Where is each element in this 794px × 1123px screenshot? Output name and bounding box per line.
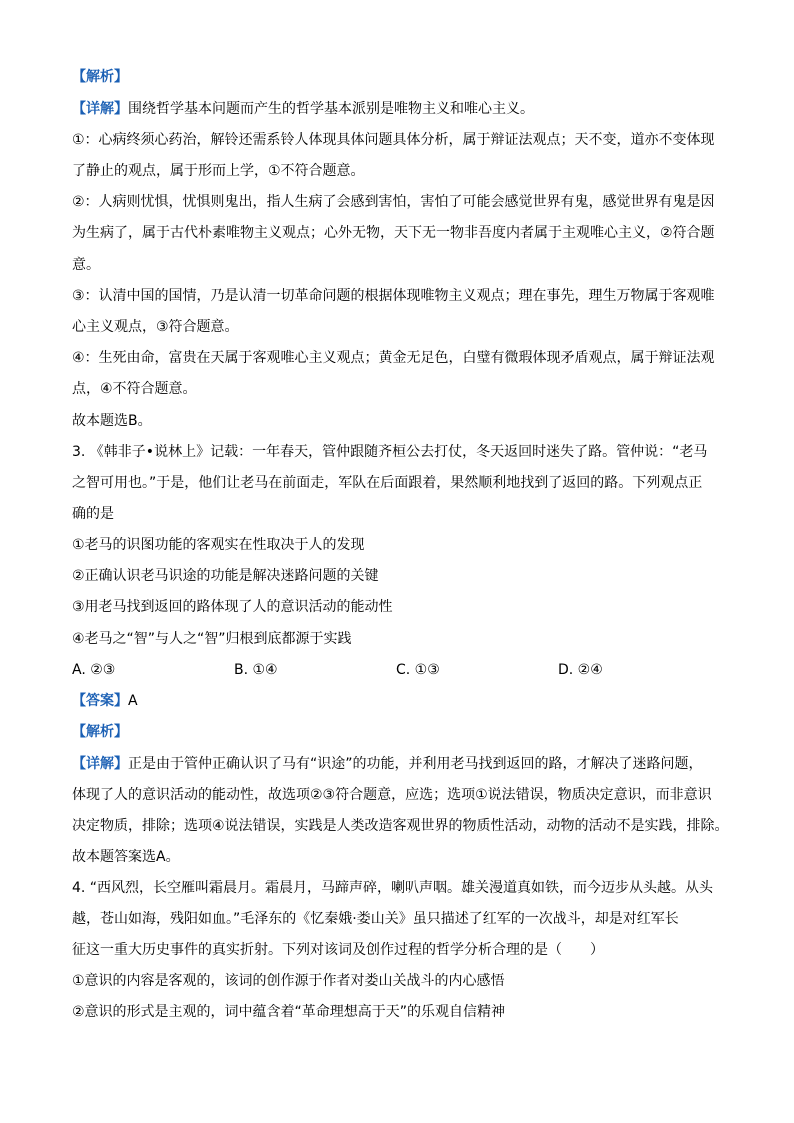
option-a: A. ②③ xyxy=(72,662,116,678)
answer-line: 【答案】A xyxy=(72,693,138,709)
analysis-line: ④：生死由命，富贵在天属于客观唯心主义观点；黄金无足色，白璧有微瑕体现矛盾观点，属于辩证法观 xyxy=(72,350,715,366)
statement-item: ②意识的形式是主观的，词中蕴含着“革命理想高于天”的乐观自信精神 xyxy=(72,1004,506,1020)
option-b: B. ①④ xyxy=(234,662,278,678)
conclusion-line: 故本题选B。 xyxy=(72,413,152,429)
detail-paragraph: 【详解】围绕哲学基本问题而产生的哲学基本派别是唯物主义和唯心主义。 xyxy=(72,101,534,117)
question-4-stem: 征这一重大历史事件的真实折射。下列对该词及创作过程的哲学分析合理的是（ ） xyxy=(72,942,604,958)
statement-item: ②正确认识老马识途的功能是解决迷路问题的关键 xyxy=(72,568,379,584)
question-3-stem: 确的是 xyxy=(72,506,114,522)
question-3-stem: 之智可用也。”于是，他们让老马在前面走，军队在后面跟着，果然顺利地找到了返回的路。下列观点正 xyxy=(72,475,703,491)
detail-line: 决定物质，排除；选项④说法错误，实践是人类改造客观世界的物质性活动，动物的活动不是实践，排除。 xyxy=(72,818,729,834)
detail-paragraph: 【详解】正是由于管仲正确认识了马有“识途”的功能，并利用老马找到返回的路，才解决了迷路问题， xyxy=(72,756,703,772)
analysis-line: 为生病了，属于古代朴素唯物主义观点；心外无物，天下无一物非吾度内者属于主观唯心主义，②符合题 xyxy=(72,225,715,241)
analysis-heading: 【解析】 xyxy=(72,724,128,740)
analysis-line: 了静止的观点，属于形而上学，①不符合题意。 xyxy=(72,163,365,179)
option-c: C. ①③ xyxy=(396,662,440,678)
statement-item: ①老马的识图功能的客观实在性取决于人的发现 xyxy=(72,537,365,553)
statement-item: ③用老马找到返回的路体现了人的意识活动的能动性 xyxy=(72,599,393,615)
analysis-line: 点，④不符合题意。 xyxy=(72,381,197,397)
question-4-stem: 越，苍山如海，残阳如血。”毛泽东的《忆秦娥·娄山关》虽只描述了红军的一次战斗，却是对红军长 xyxy=(72,911,679,927)
question-4-stem: 4. “西风烈，长空雁叫霜晨月。霜晨月，马蹄声碎，喇叭声咽。雄关漫道真如铁，而今迈步从头越。从头 xyxy=(72,880,714,896)
analysis-line: 意。 xyxy=(72,257,100,273)
statement-item: ④老马之“智”与人之“智”归根到底都源于实践 xyxy=(72,631,352,647)
analysis-heading: 【解析】 xyxy=(72,69,128,85)
question-3-stem: 3. 《韩非子•说林上》记载：一年春天，管仲跟随齐桓公去打仗，冬天返回时迷失了路。管仲说：“老马 xyxy=(72,444,708,460)
detail-line: 体现了人的意识活动的能动性，故选项②③符合题意，应选；选项①说法错误，物质决定意识，而非意识 xyxy=(72,787,712,803)
analysis-line: 心主义观点，③符合题意。 xyxy=(72,319,239,335)
analysis-line: ①：心病终须心药治，解铃还需系铃人体现具体问题具体分析，属于辩证法观点；天不变，道亦不变体现 xyxy=(72,132,715,148)
option-d: D. ②④ xyxy=(558,662,603,678)
statement-item: ①意识的内容是客观的，该词的创作源于作者对娄山关战斗的内心感悟 xyxy=(72,973,505,989)
conclusion-line: 故本题答案选A。 xyxy=(72,849,180,865)
analysis-line: ③：认清中国的国情，乃是认清一切革命问题的根据体现唯物主义观点；理在事先，理生万物属于客观唯 xyxy=(72,288,715,304)
analysis-line: ②：人病则忧惧，忧惧则鬼出，指人生病了会感到害怕，害怕了可能会感觉世界有鬼，感觉世界有鬼是因 xyxy=(72,194,715,210)
